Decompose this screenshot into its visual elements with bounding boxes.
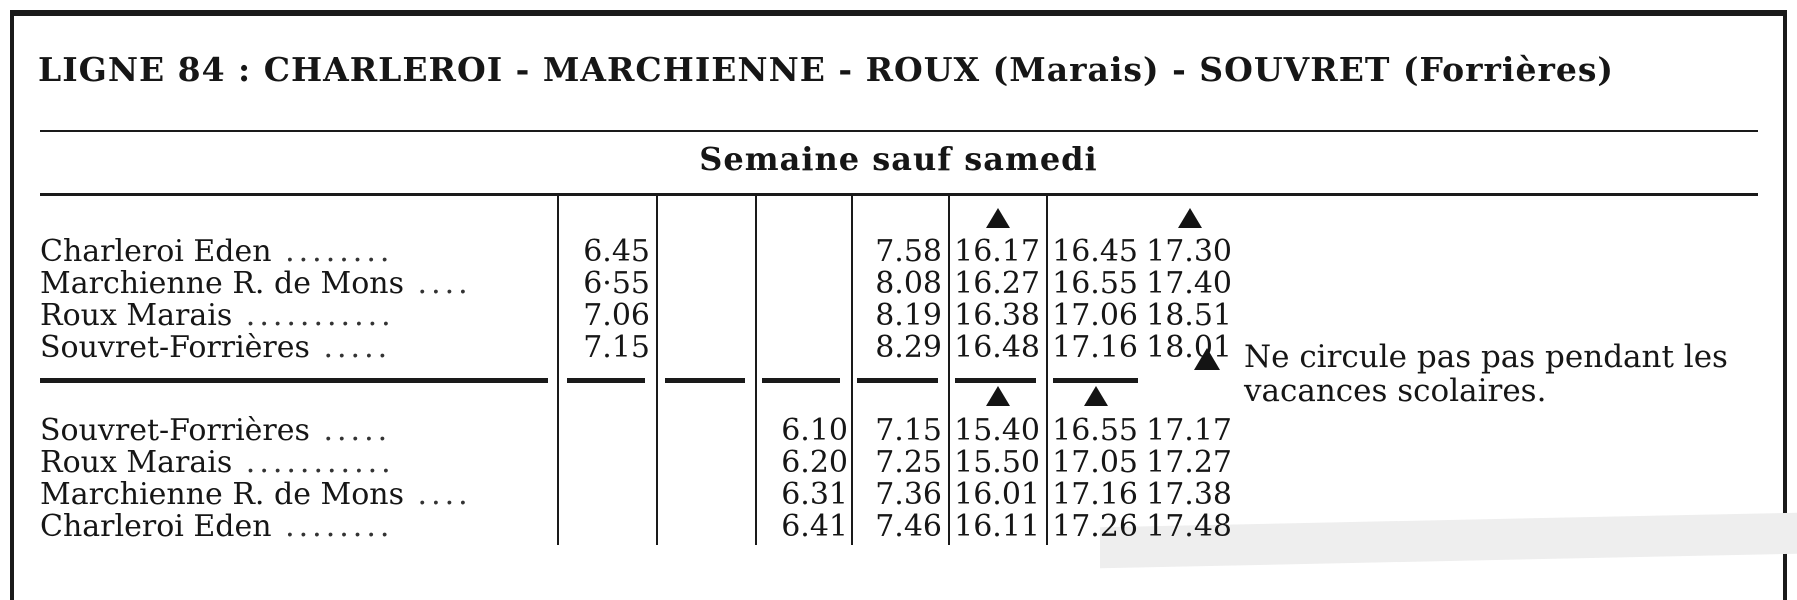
time-cell: 18.51: [1146, 298, 1232, 333]
triangle-icon: [986, 386, 1010, 406]
time-cell: 17.17: [1146, 413, 1232, 448]
leader-dots: .....: [309, 415, 392, 447]
station-label: [40, 447, 540, 479]
schedule-subtitle: Semaine sauf samedi: [699, 140, 1098, 178]
time-cell: 15.40: [954, 413, 1040, 448]
time-cell: 7.15: [583, 330, 650, 365]
time-cell: 16.45: [1052, 234, 1138, 269]
direction-separator: [955, 378, 1036, 383]
triangle-icon: [1084, 386, 1108, 406]
station-name: Marchienne R. de Mons: [40, 479, 404, 511]
legend-note: Ne circule pas pas pendant les vacances scolaires.: [1244, 339, 1728, 409]
column-rule: [948, 196, 950, 378]
time-cell: 17.16: [1052, 477, 1138, 512]
column-rule: [656, 378, 658, 545]
time-cell: 18.01: [1146, 330, 1232, 365]
direction-separator: [567, 378, 645, 383]
station-name: Marchienne R. de Mons: [40, 268, 404, 300]
leader-dots: ...........: [232, 300, 395, 332]
column-rule: [851, 378, 853, 545]
column-rule: [755, 196, 757, 378]
station-name: Roux Marais: [40, 447, 233, 479]
time-cell: 17.27: [1146, 445, 1232, 480]
station-label: [40, 236, 540, 268]
time-cell: 17.26: [1052, 509, 1138, 544]
station-label: [40, 511, 540, 543]
column-rule: [948, 378, 950, 545]
time-cell: 8.19: [875, 298, 942, 333]
time-cell: 16.55: [1052, 413, 1138, 448]
time-cell: 7.46: [875, 509, 942, 544]
time-cell: 16.11: [954, 509, 1040, 544]
column-rule: [1046, 378, 1048, 545]
triangle-icon: [986, 208, 1010, 228]
time-cell: 8.29: [875, 330, 942, 365]
direction-separator: [40, 378, 548, 383]
time-cell: 17.38: [1146, 477, 1232, 512]
time-cell: 15.50: [954, 445, 1040, 480]
column-rule: [851, 196, 853, 378]
station-label: [40, 268, 540, 300]
time-cell: 17.06: [1052, 298, 1138, 333]
time-cell: 16.17: [954, 234, 1040, 269]
time-cell: 7.15: [875, 413, 942, 448]
leader-dots: ........: [271, 236, 394, 268]
time-cell: 16.38: [954, 298, 1040, 333]
column-rule: [656, 196, 658, 378]
leader-dots: .....: [309, 332, 392, 364]
time-cell: 16.55: [1052, 266, 1138, 301]
station-label: [40, 300, 540, 332]
station-label: [40, 415, 540, 447]
time-cell: 7.06: [583, 298, 650, 333]
station-name: Souvret-Forrières: [40, 415, 310, 447]
time-cell: 6.41: [781, 509, 848, 544]
leader-dots: ...........: [232, 447, 395, 479]
station-label: [40, 332, 540, 364]
leader-dots: ........: [271, 511, 394, 543]
time-cell: 6.45: [583, 234, 650, 269]
time-cell: 6.10: [781, 413, 848, 448]
station-name: Souvret-Forrières: [40, 332, 310, 364]
direction-separator: [762, 378, 840, 383]
time-cell: 8.08: [875, 266, 942, 301]
time-cell: 17.30: [1146, 234, 1232, 269]
column-rule: [557, 196, 559, 545]
triangle-icon: [1178, 208, 1202, 228]
time-cell: 7.36: [875, 477, 942, 512]
time-cell: 16.01: [954, 477, 1040, 512]
station-name: Charleroi Eden: [40, 511, 272, 543]
triangle-icon: [1194, 348, 1220, 370]
time-cell: 17.05: [1052, 445, 1138, 480]
time-cell: 17.40: [1146, 266, 1232, 301]
time-cell: 6.20: [781, 445, 848, 480]
leader-dots: ....: [404, 268, 472, 300]
subtitle-rule: [40, 193, 1758, 196]
station-name: Charleroi Eden: [40, 236, 272, 268]
title-rule: [40, 130, 1758, 132]
time-cell: 7.25: [875, 445, 942, 480]
time-cell: 16.27: [954, 266, 1040, 301]
page-title: LIGNE 84 : CHARLEROI - MARCHIENNE - ROUX (Marais) - SOUVRET (Forrières): [38, 50, 1615, 89]
column-rule: [1046, 196, 1048, 378]
time-cell: 6.31: [781, 477, 848, 512]
direction-separator: [857, 378, 938, 383]
station-name: Roux Marais: [40, 300, 233, 332]
time-cell: 7.58: [875, 234, 942, 269]
time-cell: 6·55: [583, 266, 650, 301]
station-label: [40, 479, 540, 511]
direction-separator: [665, 378, 745, 383]
column-rule: [755, 378, 757, 545]
direction-separator: [1053, 378, 1138, 383]
leader-dots: ....: [404, 479, 472, 511]
time-cell: 16.48: [954, 330, 1040, 365]
time-cell: 17.16: [1052, 330, 1138, 365]
time-cell: 17.48: [1146, 509, 1232, 544]
